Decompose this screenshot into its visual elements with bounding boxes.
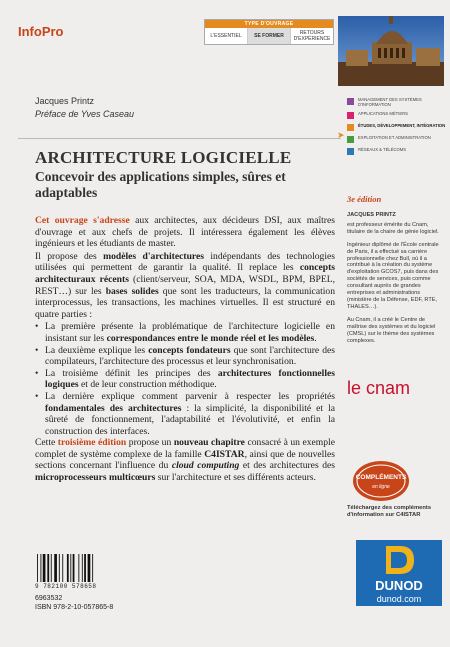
barcode-bar	[73, 554, 75, 582]
barcode-bar	[43, 554, 46, 582]
domain-color-square	[347, 124, 354, 131]
domain-color-square	[347, 112, 354, 119]
author-bio	[347, 212, 443, 350]
list-item: • La première présente la problématique de l'architecture logicielle en insistant sur les correspondances entre le monde réel et les modèles.	[35, 321, 335, 344]
barcode-bar	[92, 554, 93, 582]
back-cover-text	[35, 215, 335, 485]
domain-list	[347, 97, 447, 159]
domain-color-square	[347, 136, 354, 143]
bio-paragraph: Au Cnam, il a créé le Centre de maîtrise des systèmes et du logiciel (CMSL) sur le thème des systèmes complexes.	[347, 316, 436, 344]
domain-color-square	[347, 148, 354, 155]
list-item: • La deuxième explique les concepts fondateurs que sont l'architecture des compilateurs, l'architecture des processus et leur synchronisation.	[35, 345, 335, 368]
bio-paragraph: est professeur émérite du Cnam, titulaire de la chaire de génie logiciel.	[347, 221, 439, 235]
paragraph-models: Il propose des modèles d'architectures indépendants des technologies utilisées qui permettent de garantir la qualité. Il replace les concepts architecturaux récents (client/serveur, SOA, MDA, WSDL, BPM, BPEL, REST…) sur les bases solides que sont les traducteurs, la communication interprocessus, les transactions, les machines virtuelles. Il est structuré en quatre parties :	[35, 250, 336, 320]
paragraph-edition: Cette troisième édition propose un nouveau chapitre consacré à un exemple complet de système complexe de la famille C4ISTAR, ainsi que de nouvelles sections concernant l'influence du cloud computing et des architectures des microprocesseurs multicœurs sur l'architecture et ses différents acteurs.	[35, 437, 335, 484]
book-subtitle: Concevoir des applications simples, sûres et adaptables	[35, 169, 286, 200]
cover-photo	[338, 16, 444, 86]
author-name: Jacques Printz	[35, 96, 95, 106]
product-code: 6963532	[35, 595, 63, 602]
barcode-bar	[78, 554, 79, 582]
complements-badge	[350, 458, 412, 504]
badge-line1: COMPLÉMENTS	[355, 474, 407, 481]
parts-list	[35, 321, 335, 437]
barcode-bar	[62, 554, 63, 582]
list-item: • La dernière explique comment parvenir à respecter les propriétés fondamentales des architectures : la simplicité, la disponibilité et la sûreté de fonctionnement, l'adaptabilité et l'évolutivité, et enfin la construction des interfaces.	[35, 391, 335, 437]
active-domain-arrow-icon: ➤	[337, 130, 345, 140]
cnam-logo: le cnam	[347, 378, 411, 398]
preface-line: Préface de Yves Caseau	[35, 109, 135, 119]
barcode-bar	[51, 554, 52, 582]
barcode-number: 9 782100 578658	[35, 583, 97, 590]
barcode-bar	[82, 554, 83, 582]
barcode-bar	[54, 554, 57, 582]
bio-paragraph: Ingénieur diplômé de l'École centrale de Paris, il a effectué sa carrière professionnelle chez Bull, où il a contribué à la création du système d'exploitation GCOS7, puis dans des sociétés de services, puis comme consultant auprès de grandes entreprises et administrations (ministère de la Défense, EDF, RTE, THALES…).	[347, 241, 439, 310]
type-cell-se-former: SE FORMER	[248, 28, 291, 44]
publisher-url: dunod.com	[376, 594, 422, 604]
barcode-bar	[47, 554, 49, 582]
barcode-bar	[59, 554, 60, 582]
series-logo: InfoPro	[18, 24, 64, 39]
bio-name: JACQUES PRINTZ	[347, 212, 396, 218]
type-ouvrage-box	[204, 19, 334, 45]
barcode-bar	[37, 554, 38, 582]
domain-item: APPLICATIONS MÉTIERS	[347, 111, 447, 119]
barcode-bar	[40, 554, 41, 582]
barcode	[35, 554, 115, 582]
domain-color-square	[347, 98, 354, 105]
type-cell-essentiel: L'ESSENTIEL	[205, 28, 248, 44]
publisher-name: DUNOD	[375, 578, 423, 593]
book-title: ARCHITECTURE LOGICIELLE	[35, 148, 292, 167]
list-item: • La troisième définit les principes des architectures fonctionnelles logiques et de leur construction méthodique.	[35, 368, 335, 391]
barcode-bar	[84, 554, 86, 582]
isbn: ISBN 978-2-10-057865-8	[35, 604, 114, 611]
edition-label: 3e édition	[347, 194, 382, 204]
domain-item: EXPLOITATION ET ADMINISTRATION	[347, 135, 447, 143]
type-ouvrage-header: TYPE D'OUVRAGE	[205, 20, 333, 28]
barcode-bar	[88, 554, 91, 582]
barcode-bar	[67, 554, 69, 582]
download-note: Téléchargez des compléments d'information sur C4ISTAR	[347, 505, 432, 518]
divider	[18, 138, 341, 139]
domain-item: RÉSEAUX & TÉLÉCOMS	[347, 147, 447, 155]
badge-line2: en ligne	[372, 484, 390, 490]
type-cell-retours: RETOURS D'EXPÉRIENCE	[293, 30, 331, 42]
domain-item: MANAGEMENT DES SYSTÈMES D'INFORMATION	[347, 97, 447, 107]
barcode-bar	[70, 554, 71, 582]
dunod-d-icon	[356, 540, 442, 580]
paragraph-intro: Cet ouvrage s'adresse aux architectes, aux décideurs DSI, aux maîtres d'ouvrage et aux chefs de projets. Il intéressera également les élèves ingénieurs et les étudiants de master.	[35, 215, 335, 250]
domain-item-active: ÉTUDES, DÉVELOPPEMENT, INTÉGRATION	[347, 123, 447, 131]
